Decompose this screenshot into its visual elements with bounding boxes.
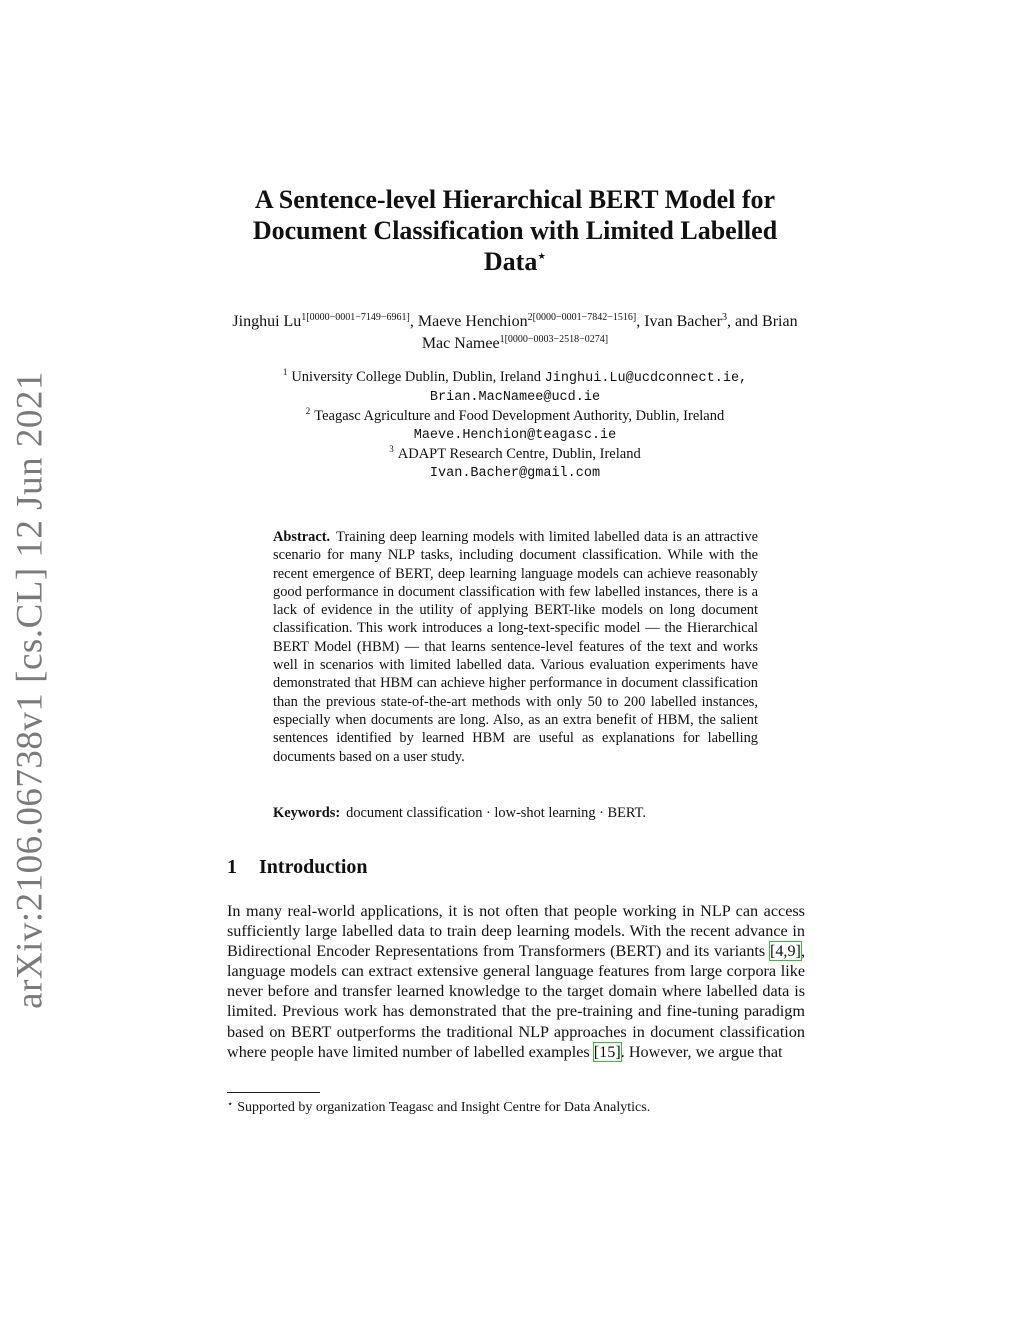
title-line-3 [200, 246, 830, 277]
footnote-mark: ⋆ [227, 1099, 234, 1110]
affiliation-1-email-1[interactable]: Jinghui.Lu@ucdconnect.ie, [544, 371, 748, 386]
affiliation-2 [215, 407, 815, 426]
keywords-block [273, 804, 758, 822]
title-line-1: A Sentence-level Hierarchical BERT Model for [254, 185, 776, 214]
intro-text-1: In many real-world applications, it is not often that people working in NLP can access sufficiently large labelled data to train deep learning models. With the recent advance in Bidirectional Encoder Representations from Transformers (BERT) and its variants [227, 902, 805, 961]
intro-text-3: . However, we argue that [620, 1042, 783, 1061]
intro-text-2: , language models can extract extensive general language features from large corpora like never before and transfer learned knowledge to the target domain where labelled data is limited. Previous work has demonstrated that the pre-training and fine-tuning paradigm based on BERT outperforms the traditional NLP approaches in document classification where people have limited number of labelled examples [227, 942, 805, 1061]
introduction-paragraph [227, 901, 805, 1062]
author-2-sup: 2[0000−0001−7842−1516] [527, 312, 637, 323]
author-1-sup: 1[0000−0001−7149−6961] [301, 312, 410, 323]
paper-title [200, 184, 830, 277]
section-title: Introduction [259, 856, 368, 878]
affiliations [215, 368, 815, 483]
section-heading [227, 856, 368, 879]
affiliation-3-text: ADAPT Research Centre, Dublin, Ireland [397, 446, 641, 462]
author-1-name: Jinghui Lu [232, 313, 302, 330]
keywords-text: document classification · low-shot learning · BERT. [346, 805, 646, 821]
title-line-2: Document Classification with Limited Labelled [252, 216, 778, 245]
keywords-label: Keywords: [273, 805, 341, 821]
affiliation-1-num: 1 [282, 367, 288, 377]
affiliation-3 [215, 445, 815, 464]
title-footnote-mark[interactable]: ⋆ [537, 249, 547, 265]
citation-link[interactable]: [4,9] [769, 942, 801, 961]
author-4-name: Brian Mac Namee [421, 313, 798, 352]
author-2-name: Maeve Henchion [417, 313, 528, 330]
author-list: Jinghui $Lu^{1[0000-0001-7149-6961]}$, Maeve Henchion$^{2[0000-0001-7842-1516]}$, Ivan Bacher$^3$, and Brian Mac Namee$^{1[0000-0003-2518-0274]}$ [232, 312, 798, 352]
affiliation-2-text: Teagasc Agriculture and Food Development Authority, Dublin, Ireland [314, 408, 725, 424]
affiliation-3-num: 3 [389, 444, 394, 454]
section-number: 1 [227, 856, 237, 878]
abstract-label: Abstract. [273, 529, 331, 545]
citation-link[interactable]: [15] [593, 1042, 621, 1061]
abstract-text: Training deep learning models with limited labelled data is an attractive scenario for many NLP tasks, including document classification. While with the recent emergence of BERT, deep learning language models can achieve reasonably good performance in document classification with few labelled instances, there is a lack of evidence in the utility of applying BERT-like models on long document classification. This work introduces a long-text-specific model — the Hierarchical BERT Model (HBM) — that learns sentence-level features of the text and works well in scenarios with limited labelled data. Various evaluation experiments have demonstrated that HBM can achieve higher performance in document classification than the previous state-of-the-art methods with only 50 to 200 labelled instances, especially when documents are long. Also, as an extra benefit of HBM, the salient sentences identified by learned HBM are useful as explanations for labelling documents based on a user study. [273, 529, 758, 765]
affiliation-2-email[interactable]: Maeve.Henchion@teagasc.ie [413, 428, 617, 443]
footnote [227, 1096, 805, 1117]
affiliation-2-num: 2 [305, 406, 311, 416]
affiliation-1-text: University College Dublin, Dublin, Ireland [291, 369, 541, 385]
footnote-divider [227, 1092, 320, 1093]
affiliation-1-email-2[interactable]: Brian.MacNamee@ucd.ie [429, 390, 601, 405]
arxiv-identifier-stamp: arXiv:2106.06738v1 [cs.CL] 12 Jun 2021 [9, 371, 51, 1009]
author-3-sup: 3 [721, 312, 727, 323]
abstract-block [273, 528, 758, 766]
author-3-name: Ivan Bacher [644, 313, 722, 330]
footnote-text: Supported by organization Teagasc and Insight Centre for Data Analytics. [237, 1100, 651, 1115]
affiliation-1 [215, 368, 815, 388]
affiliation-3-email[interactable]: Ivan.Bacher@gmail.com [429, 466, 601, 481]
author-4-sup: 1[0000−0003−2518−0274] [499, 334, 609, 345]
title-line-3-text: Data [483, 247, 538, 276]
